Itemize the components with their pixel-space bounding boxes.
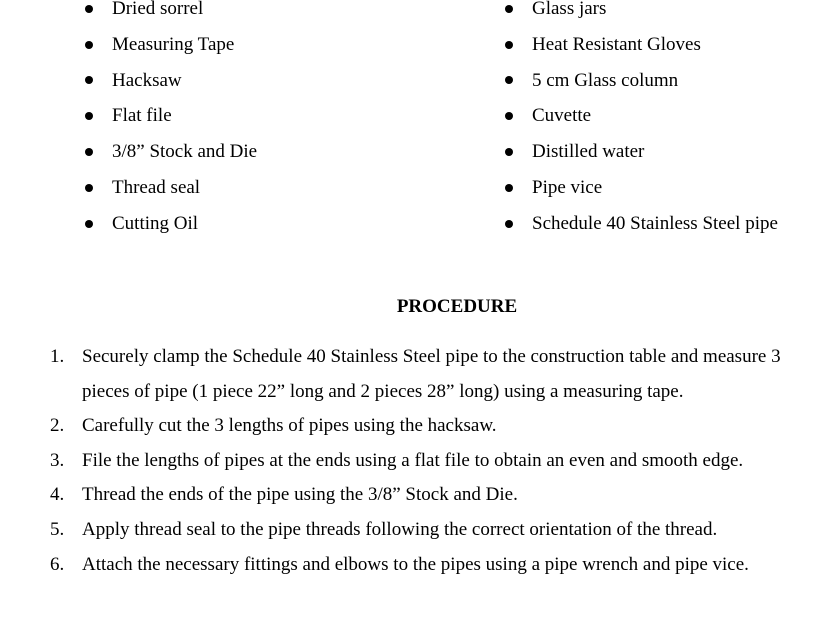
procedure-step xyxy=(0,444,825,479)
bullet-icon xyxy=(505,220,513,228)
procedure-heading: PROCEDURE xyxy=(396,296,518,317)
bullet-icon xyxy=(505,184,513,192)
step-number: 4. xyxy=(50,484,65,506)
list-item xyxy=(82,206,257,242)
bullet-icon xyxy=(505,112,513,120)
step-number: 3. xyxy=(50,449,65,471)
bullet-icon xyxy=(85,184,93,192)
step-text-continuation: pieces of pipe (1 piece 22” long and 2 pieces 28” long) using a measuring tape. xyxy=(82,380,684,402)
step-text: Attach the necessary fittings and elbows to the pipes using a pipe wrench and pipe vice. xyxy=(82,553,749,575)
list-item-text: Glass jars xyxy=(532,0,607,19)
bullet-icon xyxy=(85,220,93,228)
list-item xyxy=(502,98,778,134)
bullet-icon xyxy=(85,112,93,120)
procedure-step xyxy=(0,340,825,409)
list-item xyxy=(502,27,778,63)
list-item-text: Schedule 40 Stainless Steel pipe xyxy=(532,212,778,234)
list-item xyxy=(82,27,257,63)
list-item xyxy=(82,63,257,99)
list-item xyxy=(502,206,778,242)
list-item-text: Cutting Oil xyxy=(112,212,199,234)
list-item-text: Pipe vice xyxy=(532,176,603,198)
list-item-text: 5 cm Glass column xyxy=(532,69,679,91)
list-item-text: Heat Resistant Gloves xyxy=(532,33,701,55)
bullet-icon xyxy=(85,41,93,49)
step-text: Thread the ends of the pipe using the 3/8” Stock and Die. xyxy=(82,484,518,506)
step-text: File the lengths of pipes at the ends using a flat file to obtain an even and smooth edge. xyxy=(82,449,744,471)
materials-right-column xyxy=(502,0,778,242)
list-item-text: Distilled water xyxy=(532,141,645,163)
list-item-text: Dried sorrel xyxy=(112,0,204,19)
procedure-step xyxy=(0,513,825,548)
step-number: 6. xyxy=(50,553,65,575)
step-number: 1. xyxy=(50,346,65,367)
list-item xyxy=(82,134,257,170)
procedure-step xyxy=(0,478,825,513)
bullet-icon xyxy=(505,5,513,13)
step-text: Apply thread seal to the pipe threads following the correct orientation of the thread. xyxy=(82,518,718,540)
step-number: 2. xyxy=(50,415,65,437)
bullet-icon xyxy=(85,76,93,84)
list-item-text: Hacksaw xyxy=(112,69,182,91)
materials-list xyxy=(0,0,825,250)
step-text: Carefully cut the 3 lengths of pipes using the hacksaw. xyxy=(82,415,497,437)
bullet-icon xyxy=(505,148,513,156)
list-item xyxy=(502,63,778,99)
list-item xyxy=(502,134,778,170)
step-text: Securely clamp the Schedule 40 Stainless Steel pipe to the construction table and measure 3 xyxy=(82,346,781,367)
list-item-text: Flat file xyxy=(112,105,172,127)
bullet-icon xyxy=(85,148,93,156)
procedure-step xyxy=(0,548,825,583)
list-item-text: Cuvette xyxy=(532,105,592,127)
step-number: 5. xyxy=(50,518,65,540)
procedure-steps xyxy=(0,340,825,582)
list-item xyxy=(82,0,257,27)
list-item xyxy=(82,98,257,134)
list-item xyxy=(82,170,257,206)
list-item-text: Measuring Tape xyxy=(112,33,235,55)
list-item-text: 3/8” Stock and Die xyxy=(112,141,258,163)
bullet-icon xyxy=(85,5,93,13)
materials-left-column xyxy=(82,0,257,242)
list-item xyxy=(502,0,778,27)
bullet-icon xyxy=(505,41,513,49)
list-item-text: Thread seal xyxy=(112,176,201,198)
list-item xyxy=(502,170,778,206)
procedure-step xyxy=(0,409,825,444)
bullet-icon xyxy=(505,76,513,84)
